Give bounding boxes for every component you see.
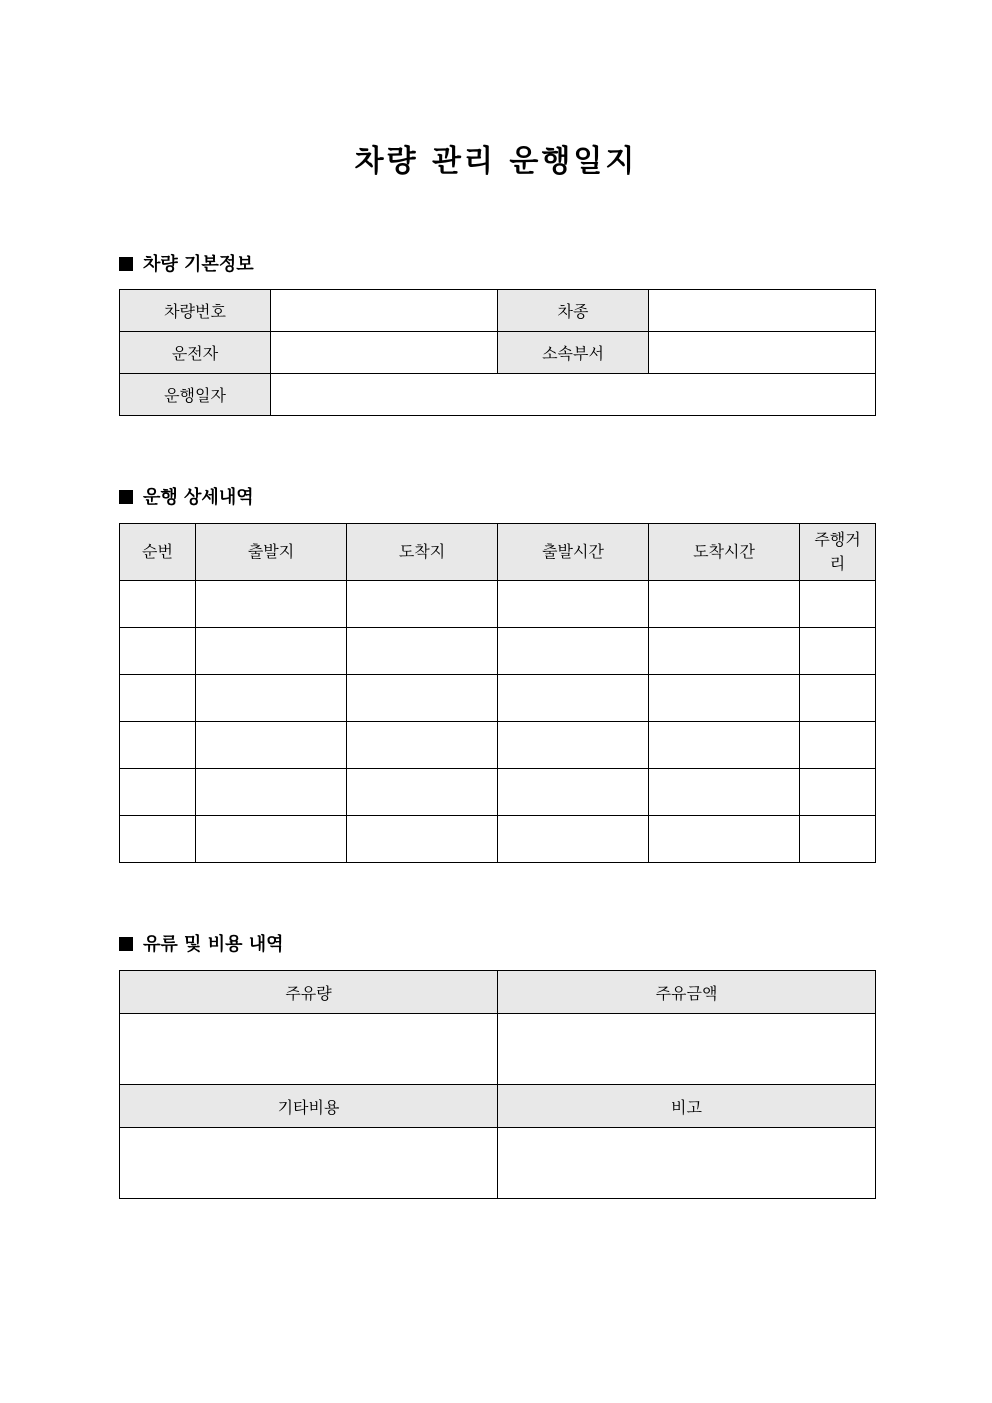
table-cell[interactable]: [649, 581, 800, 628]
fuel-amount-field[interactable]: [120, 1014, 498, 1085]
vehicle-number-field[interactable]: [271, 290, 498, 332]
vehicle-type-field[interactable]: [649, 290, 876, 332]
date-field[interactable]: [271, 374, 876, 416]
date-label: 운행일자: [120, 374, 271, 416]
other-cost-field[interactable]: [120, 1128, 498, 1199]
table-cell[interactable]: [120, 816, 196, 863]
department-label: 소속부서: [498, 332, 649, 374]
remarks-field[interactable]: [498, 1128, 876, 1199]
table-cell[interactable]: [800, 769, 876, 816]
square-bullet-icon: [119, 937, 133, 951]
table-cell[interactable]: [347, 722, 498, 769]
table-row: [120, 581, 876, 628]
table-cell[interactable]: [347, 816, 498, 863]
table-cell[interactable]: [347, 628, 498, 675]
trip-detail-table: [119, 523, 876, 863]
table-cell[interactable]: [498, 769, 649, 816]
fuel-cost-label: 주유금액: [498, 971, 876, 1014]
table-row: [120, 816, 876, 863]
other-cost-label: 기타비용: [120, 1085, 498, 1128]
table-cell[interactable]: [120, 722, 196, 769]
table-cell[interactable]: [649, 722, 800, 769]
table-cell[interactable]: [196, 722, 347, 769]
table-row: [120, 769, 876, 816]
header-distance: 주행거리: [800, 524, 876, 581]
table-cell[interactable]: [800, 581, 876, 628]
table-cell[interactable]: [347, 769, 498, 816]
department-field[interactable]: [649, 332, 876, 374]
section-heading-detail-label: 운행 상세내역: [143, 487, 254, 508]
table-row: [120, 675, 876, 722]
basic-info-table: [119, 289, 876, 416]
table-cell[interactable]: [649, 816, 800, 863]
table-cell[interactable]: [649, 628, 800, 675]
table-cell[interactable]: [196, 816, 347, 863]
table-cell[interactable]: [196, 628, 347, 675]
table-cell[interactable]: [498, 628, 649, 675]
table-cell[interactable]: [649, 675, 800, 722]
vehicle-number-label: 차량번호: [120, 290, 271, 332]
table-cell[interactable]: [196, 675, 347, 722]
table-row: [120, 722, 876, 769]
table-cell[interactable]: [498, 722, 649, 769]
header-arrival-time: 도착시간: [649, 524, 800, 581]
square-bullet-icon: [119, 490, 133, 504]
vehicle-type-label: 차종: [498, 290, 649, 332]
table-cell[interactable]: [196, 581, 347, 628]
section-heading-cost-label: 유류 및 비용 내역: [143, 934, 284, 955]
table-cell[interactable]: [800, 722, 876, 769]
cost-table: [119, 970, 876, 1199]
square-bullet-icon: [119, 257, 133, 271]
remarks-label: 비고: [498, 1085, 876, 1128]
fuel-amount-label: 주유량: [120, 971, 498, 1014]
section-heading-cost: [119, 933, 284, 957]
section-heading-detail: [119, 486, 254, 510]
table-cell[interactable]: [120, 628, 196, 675]
section-heading-basic: [119, 253, 254, 277]
driver-label: 운전자: [120, 332, 271, 374]
table-cell[interactable]: [498, 816, 649, 863]
table-cell[interactable]: [800, 675, 876, 722]
table-cell[interactable]: [498, 581, 649, 628]
table-cell[interactable]: [347, 581, 498, 628]
table-cell[interactable]: [800, 816, 876, 863]
header-arrival: 도착지: [347, 524, 498, 581]
table-cell[interactable]: [800, 628, 876, 675]
table-row: [120, 628, 876, 675]
driver-field[interactable]: [271, 332, 498, 374]
table-cell[interactable]: [120, 769, 196, 816]
table-cell[interactable]: [120, 581, 196, 628]
section-heading-basic-label: 차량 기본정보: [143, 254, 254, 275]
header-seq: 순번: [120, 524, 196, 581]
table-cell[interactable]: [120, 675, 196, 722]
table-cell[interactable]: [649, 769, 800, 816]
table-cell[interactable]: [347, 675, 498, 722]
table-cell[interactable]: [196, 769, 347, 816]
header-departure: 출발지: [196, 524, 347, 581]
fuel-cost-field[interactable]: [498, 1014, 876, 1085]
table-cell[interactable]: [498, 675, 649, 722]
page-title: 차량 관리 운행일지: [354, 144, 638, 179]
header-departure-time: 출발시간: [498, 524, 649, 581]
